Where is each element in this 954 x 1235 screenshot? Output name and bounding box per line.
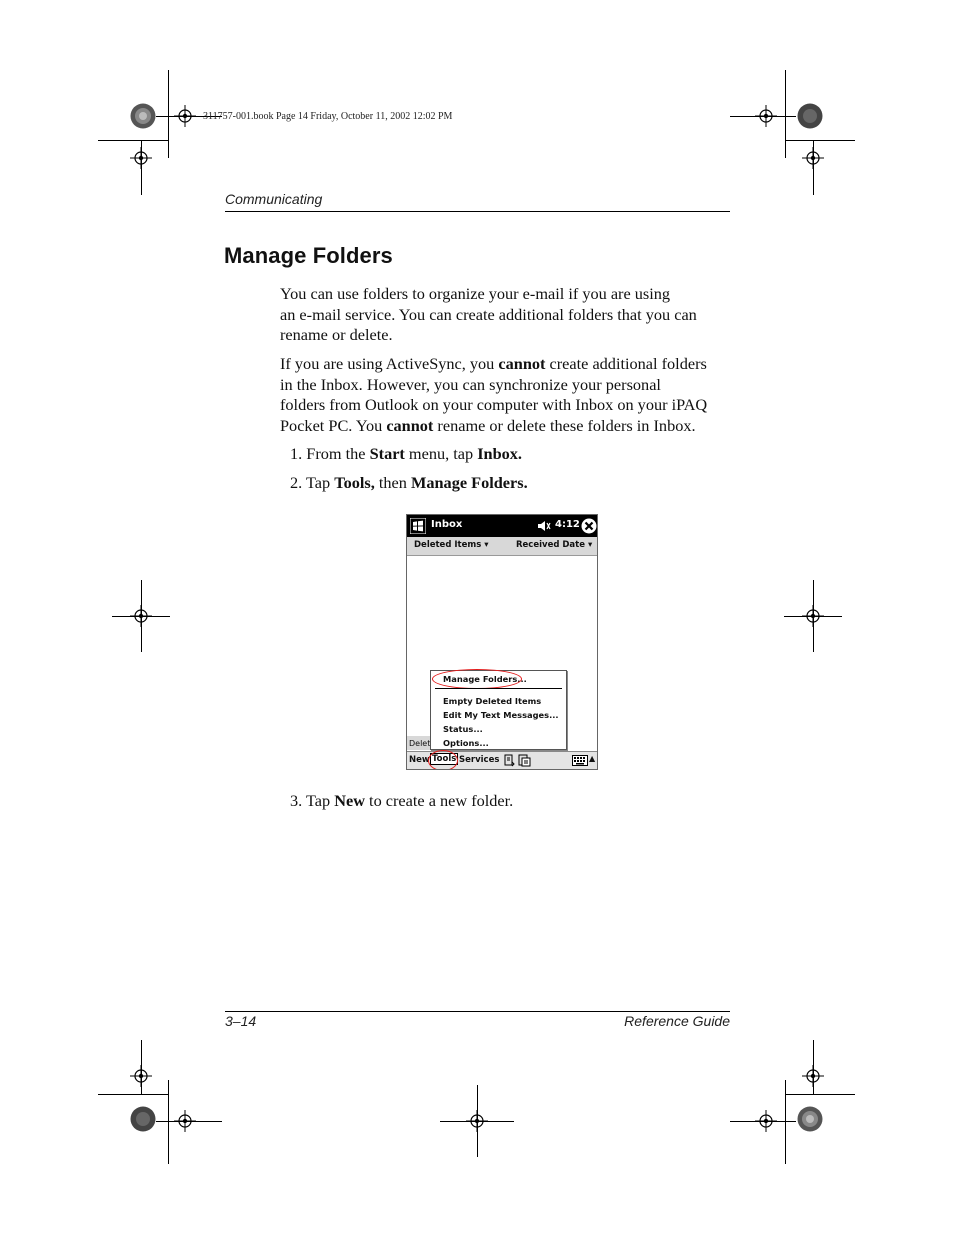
- page-number: 3–14: [225, 1013, 257, 1029]
- text-line: Pocket PC. You cannot rename or delete these folders in Inbox.: [280, 415, 696, 435]
- color-bar-rosette-icon: [797, 103, 823, 129]
- menu-item-options[interactable]: Options...: [443, 738, 489, 748]
- ppc-command-bar: [407, 751, 597, 770]
- ppc-list-partial: Delet: [407, 736, 433, 750]
- reply-icon[interactable]: [518, 754, 531, 767]
- ppc-sort-bar: [407, 537, 597, 556]
- highlight-circle: [428, 750, 458, 770]
- registration-mark-icon: [755, 1110, 777, 1132]
- running-head: Communicating: [225, 191, 323, 207]
- tools-button[interactable]: Tools: [432, 754, 457, 764]
- sync-icon[interactable]: [504, 754, 515, 767]
- ppc-clock[interactable]: 4:12: [555, 519, 580, 530]
- step-2: 2. Tap Tools, then Manage Folders.: [290, 473, 528, 492]
- chevron-down-icon: ▾: [587, 540, 593, 550]
- section-title: Manage Folders: [224, 243, 393, 268]
- footer-title: Reference Guide: [624, 1013, 730, 1029]
- text-line: folders from Outlook on your computer with Inbox on your iPAQ: [280, 395, 708, 414]
- color-bar-rosette-icon: [130, 1106, 156, 1132]
- registration-mark-icon: [130, 1065, 152, 1087]
- registration-mark-icon: [174, 105, 196, 127]
- keyboard-icon[interactable]: [572, 755, 588, 766]
- registration-mark-icon: [130, 147, 152, 169]
- paragraph-intro: [280, 284, 730, 346]
- header-rule: [225, 211, 730, 212]
- text-line: an e-mail service. You can create additional folders that you can: [280, 304, 697, 324]
- ppc-app-title: Inbox: [431, 519, 463, 530]
- services-button[interactable]: Services: [459, 755, 500, 765]
- menu-item-edit-text-messages[interactable]: Edit My Text Messages...: [443, 710, 559, 720]
- registration-mark-icon: [130, 605, 152, 627]
- emphasis: cannot: [386, 415, 434, 435]
- new-button[interactable]: New: [409, 755, 430, 765]
- emphasis: cannot: [498, 354, 546, 373]
- close-icon[interactable]: [581, 518, 597, 534]
- registration-mark-icon: [802, 1065, 824, 1087]
- sort-dropdown[interactable]: Received Date ▾: [516, 540, 593, 550]
- folder-dropdown[interactable]: Deleted Items ▾: [414, 540, 489, 550]
- pocketpc-screenshot: [406, 514, 598, 770]
- chevron-down-icon: ▾: [484, 540, 489, 550]
- menu-separator: [435, 688, 562, 689]
- footer-rule: [225, 1011, 730, 1012]
- text-line: If you are using ActiveSync, you cannot create additional folders: [280, 354, 707, 373]
- registration-mark-icon: [802, 605, 824, 627]
- menu-item-status[interactable]: Status...: [443, 724, 483, 734]
- highlight-circle: [432, 669, 522, 689]
- color-bar-rosette-icon: [130, 103, 156, 129]
- text-line: You can use folders to organize your e-mail if you are using: [280, 284, 671, 303]
- speaker-icon[interactable]: [537, 520, 551, 532]
- registration-mark-icon: [466, 1110, 488, 1132]
- print-slug: 311757-001.book Page 14 Friday, October 11, 2002 12:02 PM: [203, 111, 453, 122]
- step-1: 1. From the Start menu, tap Inbox.: [290, 444, 523, 463]
- menu-item-empty-deleted[interactable]: Empty Deleted Items: [443, 696, 542, 706]
- paragraph-activesync: [280, 354, 730, 436]
- tools-menu: [430, 670, 567, 750]
- registration-mark-icon: [755, 105, 777, 127]
- text-line: rename or delete.: [280, 325, 393, 344]
- registration-mark-icon: [802, 147, 824, 169]
- chevron-up-icon[interactable]: ▲: [589, 754, 596, 763]
- step-3: 3. Tap New to create a new folder.: [290, 791, 514, 810]
- registration-mark-icon: [174, 1110, 196, 1132]
- ppc-title-bar: [407, 515, 597, 537]
- color-bar-rosette-icon: [797, 1106, 823, 1132]
- menu-item-manage-folders[interactable]: Manage Folders...: [443, 674, 527, 684]
- text-line: in the Inbox. However, you can synchronize your personal: [280, 374, 661, 394]
- windows-start-icon[interactable]: [410, 518, 426, 534]
